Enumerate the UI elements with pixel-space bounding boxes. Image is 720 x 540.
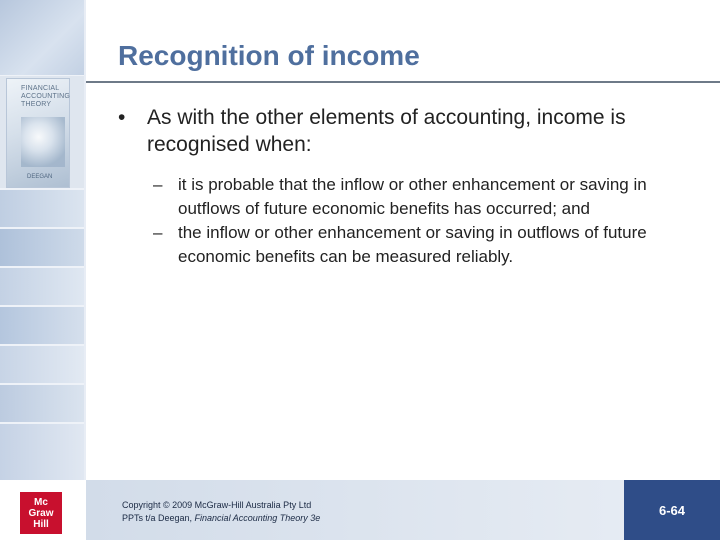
bullet-marker: • [118,106,126,129]
decor-tile [0,229,86,268]
book-cover-title [21,85,69,109]
bullet-text: As with the other elements of accounting, income is recognised when: [147,106,626,156]
dash-marker: – [153,223,163,242]
decor-tile [0,346,86,385]
page-number: 6-64 [658,502,686,518]
title-underline [86,81,720,83]
book-cover-title-line: ACCOUNTING [21,93,71,100]
book-cover-art [21,117,65,167]
decor-tile [0,385,86,424]
page-number-box [624,480,720,540]
decor-tile [0,0,86,77]
bullet-point [114,104,704,158]
left-decor-column [0,0,86,480]
sub-bullet [114,221,678,269]
decor-tile [0,268,86,307]
sub-bullet-text: the inflow or other enhancement or saving in outflows of future economic benefits can be measured reliably. [178,223,647,266]
logo-text: Graw [28,507,54,519]
copyright-notice [122,499,320,525]
copyright-line [122,512,320,525]
decor-tile [0,424,86,482]
slide-title: Recognition of income [118,40,420,71]
footer-bar [86,480,720,540]
sub-bullet-text: it is probable that the inflow or other enhancement or saving in outflows of future economic benefits has occurred; and [178,175,647,218]
sub-bullet [114,173,678,221]
logo-text: Mc [34,496,48,508]
dash-marker: – [153,175,163,194]
copyright-line: Copyright © 2009 McGraw-Hill Australia Pty Ltd [122,500,312,510]
slide-body [114,104,704,269]
decor-tile [0,190,86,229]
mcgraw-hill-logo [20,492,62,534]
logo-text: Hill [33,518,49,530]
copyright-prefix: PPTs t/a Deegan, [122,513,195,523]
book-cover-author: DEEGAN [27,174,53,180]
book-cover-image [6,78,70,188]
book-title: Financial Accounting Theory 3e [194,513,321,523]
book-cover-title-line: THEORY [21,101,52,108]
column-divider [84,0,86,480]
decor-tile [0,307,86,346]
book-cover-title-line: FINANCIAL [21,85,60,92]
